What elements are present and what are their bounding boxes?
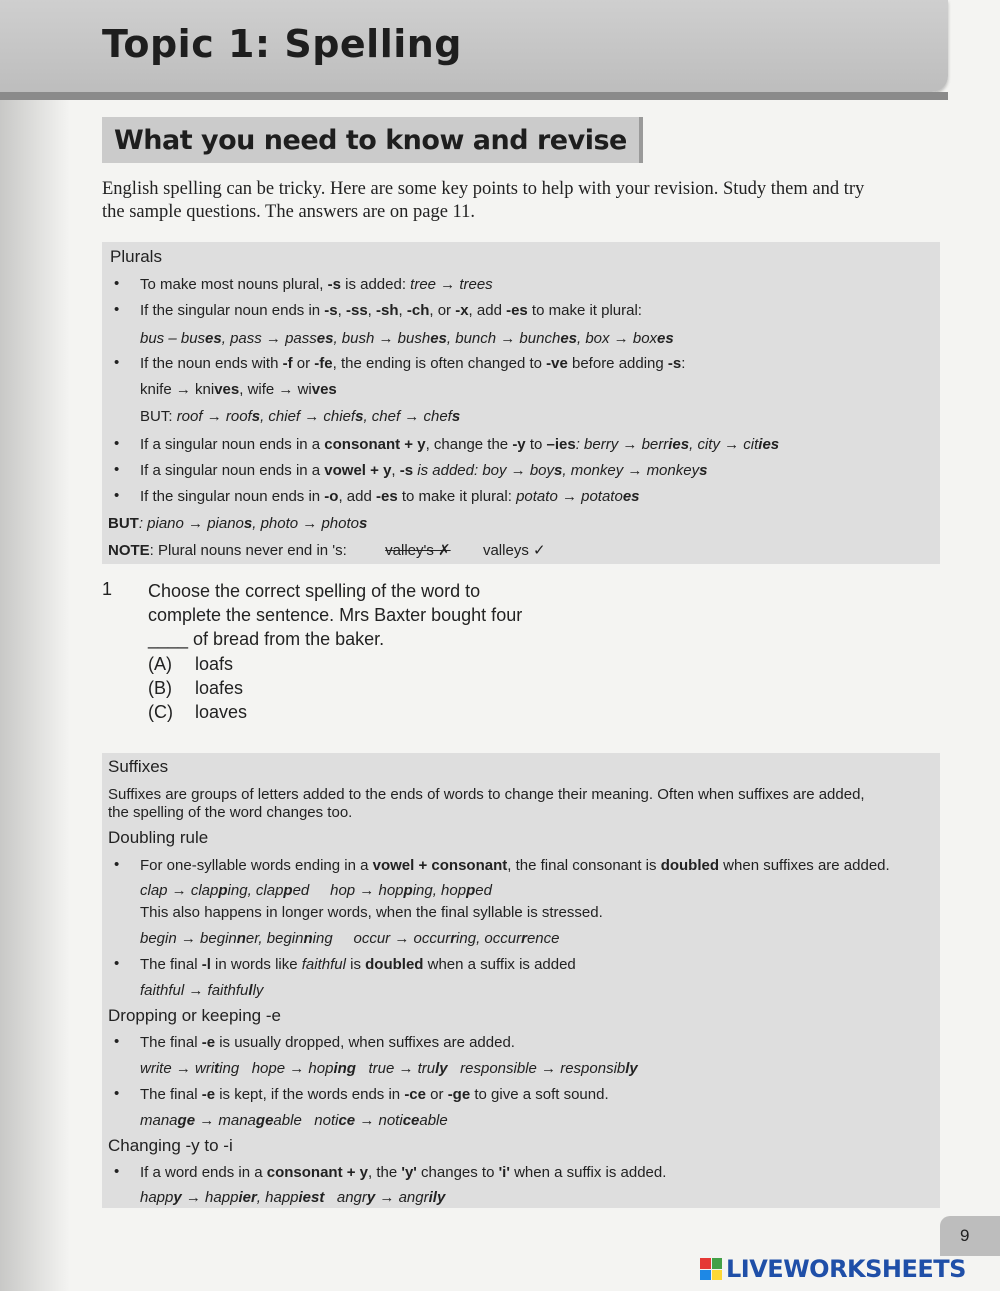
suffixes-desc-2: the spelling of the word changes too. — [108, 804, 353, 821]
dropping-example-2: manage → manageable notice → noticeable — [140, 1112, 448, 1129]
page-number-tab — [940, 1216, 1000, 1256]
brand-name: LIVEWORKSHEETS — [726, 1255, 966, 1283]
wrong-example: valley's ✗ — [385, 542, 451, 559]
bullet: • — [114, 1085, 120, 1102]
option-b[interactable]: (B) loafes — [148, 678, 244, 698]
plurals-example-3: knife → knives, wife → wives — [140, 381, 337, 398]
doubling-example-3: faithful → faithfully — [140, 982, 264, 999]
bullet: • — [114, 301, 120, 318]
plurals-example-2: bus – buses, pass → passes, bush → bushes, bunch → bunches, box → boxes — [140, 330, 674, 347]
plurals-but: BUT: piano → pianos, photo → photos — [108, 515, 368, 532]
intro-paragraph — [102, 178, 932, 224]
plurals-rule-5: If a singular noun ends in a vowel + y, -s is added: boy → boys, monkey → monkeys — [140, 462, 708, 479]
banner-strip — [0, 92, 948, 100]
changing-example-1: happy → happier, happiest angry → angrily — [140, 1189, 446, 1206]
liveworksheets-icon — [700, 1258, 722, 1280]
doubling-title: Doubling rule — [108, 828, 209, 847]
question-text: Choose the correct spelling of the word to complete the sentence. Mrs Baxter bought four ____ of bread from the baker. — [148, 581, 523, 649]
bullet: • — [114, 487, 120, 504]
changing-title: Changing -y to -i — [108, 1136, 233, 1155]
dropping-example-1: write → writing hope → hoping true → truly responsible → responsibly — [140, 1060, 638, 1077]
dropping-title: Dropping or keeping -e — [108, 1006, 281, 1025]
suffixes-title: Suffixes — [108, 757, 169, 776]
doubling-example-2: begin → beginner, beginning occur → occurring, occurrence — [140, 930, 560, 947]
suffixes-box — [102, 753, 940, 1208]
page-title: Topic 1: Spelling — [102, 22, 462, 66]
intro-line-1: English spelling can be tricky. Here are some key points to help with your revision. Study them and try — [102, 179, 865, 199]
topic-banner — [0, 0, 948, 92]
bullet: • — [114, 275, 120, 292]
bullet: • — [114, 1033, 120, 1050]
option-a[interactable]: (A) loafs — [148, 654, 234, 674]
intro-line-2: the sample questions. The answers are on page 11. — [102, 202, 475, 222]
doubling-example-1: clap → clapping, clapped hop → hopping, hopped — [140, 882, 492, 899]
page-shadow — [0, 0, 70, 1291]
doubling-note: This also happens in longer words, when the final syllable is stressed. — [140, 904, 603, 921]
bullet: • — [114, 955, 120, 972]
plurals-example-3b: BUT: roof → roofs, chief → chiefs, chef → chefs — [140, 408, 461, 425]
plurals-rule-4: If a singular noun ends in a consonant + y, change the -y to –ies: berry → berries, city → cities — [140, 436, 780, 453]
bullet: • — [114, 1163, 120, 1180]
bullet: • — [114, 856, 120, 873]
page-number: 9 — [960, 1226, 970, 1245]
option-c[interactable]: (C) loaves — [148, 702, 248, 722]
plurals-note: NOTE: Plural nouns never end in 's: valley's ✗ valleys ✓ — [108, 542, 546, 559]
section-heading — [102, 117, 643, 163]
section-heading-text: What you need to know and revise — [114, 124, 627, 156]
doubling-rule-1: For one-syllable words ending in a vowel + consonant, the final consonant is doubled when suffixes are added. — [140, 857, 890, 874]
plurals-rule-3: If the noun ends with -f or -fe, the ending is often changed to -ve before adding -s: — [140, 355, 686, 372]
dropping-rule-1: The final -e is usually dropped, when suffixes are added. — [140, 1034, 515, 1051]
question-number: 1 — [102, 579, 113, 599]
bullet: • — [114, 354, 120, 371]
plurals-rule-6: If the singular noun ends in -o, add -es to make it plural: potato → potatoes — [140, 488, 640, 505]
dropping-rule-2: The final -e is kept, if the words ends in -ce or -ge to give a soft sound. — [140, 1086, 609, 1103]
plurals-rule-2: If the singular noun ends in -s, -ss, -sh, -ch, or -x, add -es to make it plural: — [140, 302, 642, 319]
bullet: • — [114, 461, 120, 478]
bullet: • — [114, 435, 120, 452]
brand-logo[interactable] — [700, 1254, 1000, 1284]
plurals-rule-1: To make most nouns plural, -s is added: tree → trees — [140, 276, 493, 293]
plurals-title: Plurals — [110, 247, 162, 266]
doubling-rule-2: The final -l in words like faithful is doubled when a suffix is added — [140, 956, 576, 973]
changing-rule-1: If a word ends in a consonant + y, the 'y' changes to 'i' when a suffix is added. — [140, 1164, 667, 1181]
plurals-box — [102, 242, 940, 564]
right-example: valleys ✓ — [482, 542, 546, 559]
suffixes-desc-1: Suffixes are groups of letters added to the ends of words to change their meaning. Often when suffixes are added, — [108, 786, 865, 803]
